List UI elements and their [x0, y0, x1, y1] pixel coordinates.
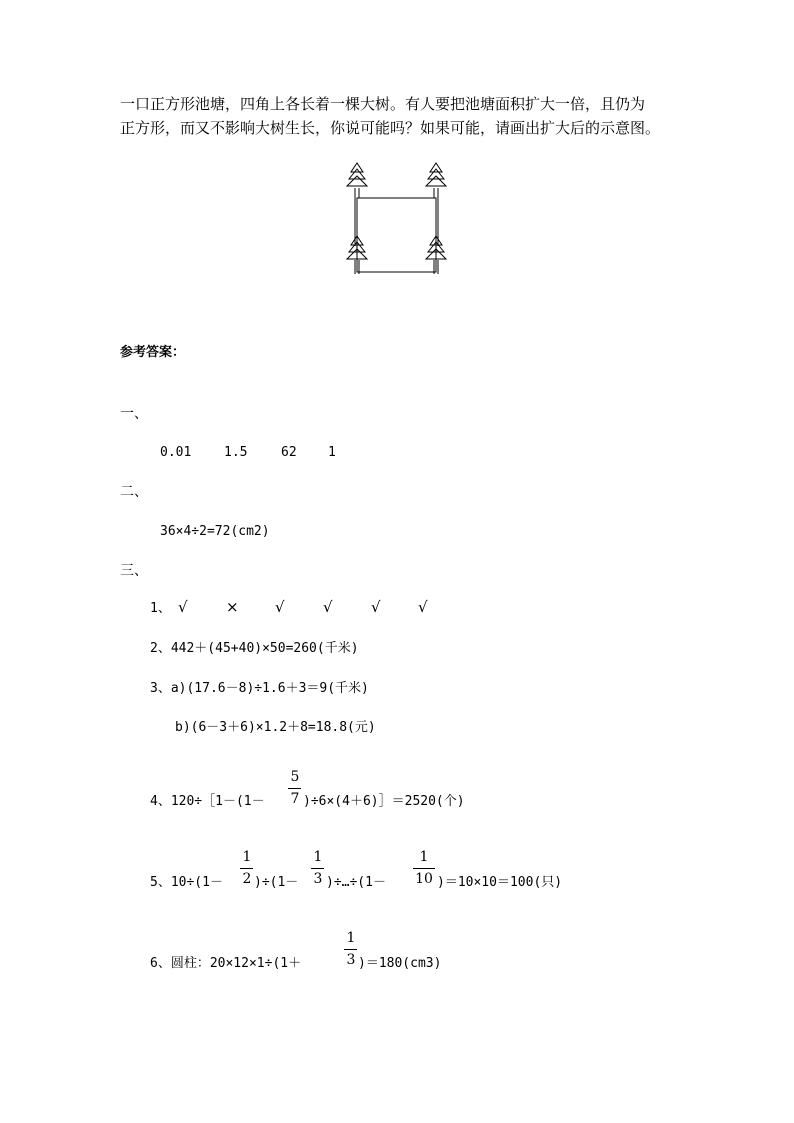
item-2-equation: 2、442＋(45+40)×50=260(千米) — [150, 641, 359, 656]
fraction-bar — [413, 868, 435, 869]
check-mark: √ — [418, 598, 428, 616]
answers-heading: 参考答案： — [120, 345, 186, 360]
tree-icon — [347, 163, 367, 186]
item-6-equation-pre: 6、圆柱：20×12×1÷(1＋ — [150, 956, 302, 971]
check-mark: √ — [323, 598, 333, 616]
fraction-numerator: 1 — [242, 849, 252, 865]
section-1-label: 一、 — [120, 406, 148, 422]
item-1-number: 1、 — [150, 601, 171, 616]
section-1-value: 1.5 — [224, 445, 248, 460]
item-6-equation-post: )＝180(cm3) — [358, 956, 442, 971]
fraction-denominator: 2 — [242, 871, 252, 887]
fraction-denominator: 10 — [415, 871, 433, 887]
item-3a-equation: 3、a)(17.6－8)÷1.6＋3＝9(千米) — [150, 681, 369, 696]
problem-line-2: 正方形，而又不影响大树生长，你说可能吗？如果可能，请画出扩大后的示意图。 — [120, 119, 661, 137]
item-5-equation-part: 5、10÷(1－ — [150, 875, 223, 890]
pond-diagram — [340, 160, 455, 280]
fraction-numerator: 1 — [419, 849, 429, 865]
fraction-denominator: 3 — [313, 871, 323, 887]
fraction-bar — [311, 868, 324, 869]
item-3b-equation: b)(6－3＋6)×1.2＋8=18.8(元) — [175, 720, 376, 735]
problem-line-1: 一口正方形池塘，四角上各长着一棵大树。有人要把池塘面积扩大一倍，且仍为 — [120, 95, 646, 113]
item-5-equation-part: )＝10×10＝100(只) — [437, 875, 563, 890]
section-1-value: 62 — [281, 445, 297, 460]
check-mark: √ — [371, 598, 381, 616]
check-mark: √ — [275, 598, 285, 616]
item-5-equation-part: )÷…÷(1－ — [326, 875, 386, 890]
fraction-numerator: 1 — [313, 849, 323, 865]
tree-icon — [426, 163, 446, 186]
fraction-bar — [240, 868, 253, 869]
item-4-equation-pre: 4、120÷［1－(1－ — [150, 794, 265, 809]
item-5-equation-part: )÷(1－ — [254, 875, 299, 890]
fraction-numerator: 5 — [290, 769, 300, 785]
pond-square — [357, 198, 436, 272]
section-1-value: 0.01 — [160, 445, 192, 460]
fraction-numerator: 1 — [346, 930, 356, 946]
fraction-denominator: 3 — [346, 952, 356, 968]
check-mark: √ — [178, 598, 188, 616]
fraction-bar — [288, 788, 301, 789]
section-2-label: 二、 — [120, 484, 148, 500]
cross-mark: × — [226, 598, 239, 616]
section-1-value: 1 — [328, 445, 336, 460]
fraction-denominator: 7 — [290, 791, 300, 807]
item-4-equation-post: )÷6×(4＋6)］＝2520(个) — [303, 794, 465, 809]
section-3-label: 三、 — [120, 563, 148, 579]
section-2-answer: 36×4÷2=72(cm2) — [160, 524, 270, 539]
fraction-bar — [344, 949, 357, 950]
